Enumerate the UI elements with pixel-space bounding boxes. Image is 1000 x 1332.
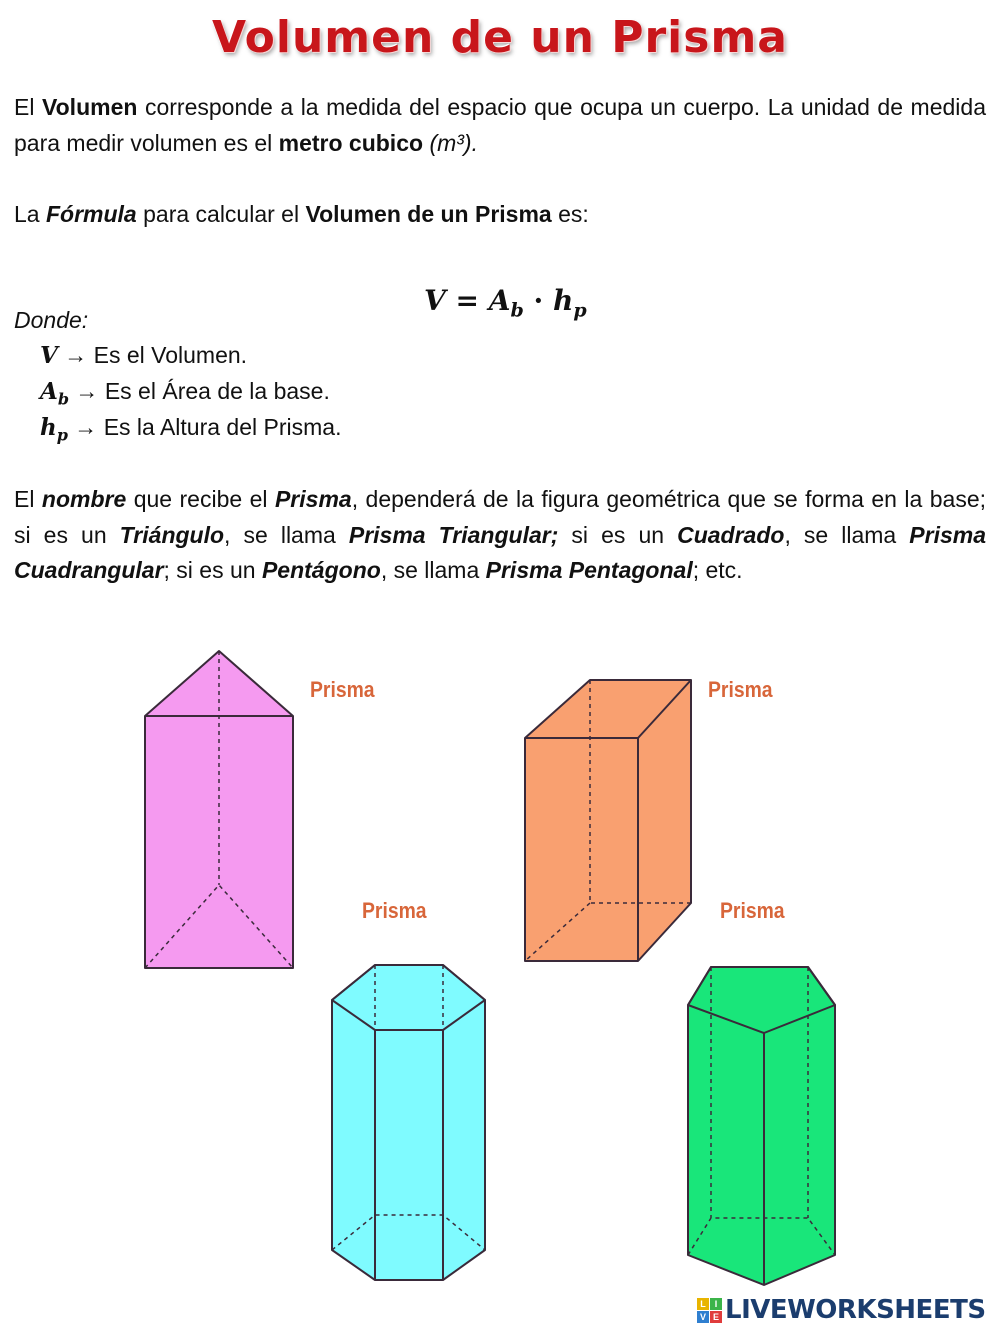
- text: La: [14, 201, 46, 227]
- bold-italic-text: Cuadrado: [677, 521, 785, 548]
- hexagonal-prism: [332, 965, 485, 1280]
- prism-label-hexagonal: Prisma: [362, 898, 427, 923]
- text: El: [14, 94, 42, 120]
- definition-text: → Es el Volumen.: [57, 342, 248, 368]
- logo-cube-icon: [697, 1298, 722, 1323]
- definition-text: → Es la Altura del Prisma.: [67, 414, 342, 440]
- definition-text: → Es el Área de la base.: [69, 378, 330, 404]
- prism-label-pentagonal: Prisma: [720, 898, 785, 923]
- bold-italic-text: Pentágono: [261, 557, 381, 583]
- text: que recibe el: [126, 486, 275, 512]
- formula-v: V: [424, 284, 446, 317]
- bold-italic-text: nombre: [41, 486, 127, 512]
- text: corresponde a la medida del espacio que ocupa un cuerpo. La unidad de medida para medir volumen es el: [14, 94, 986, 156]
- bold-text: Volumen: [42, 94, 138, 120]
- formula-h: h: [552, 284, 574, 317]
- logo-text: LIVEWORKSHEETS: [725, 1295, 986, 1325]
- text: si es un: [558, 521, 678, 548]
- liveworksheets-logo: [697, 1295, 986, 1325]
- text: , dependerá de la figura geométrica que se forma en la base; si es un: [14, 486, 986, 548]
- formula-dot: ·: [523, 284, 553, 317]
- formula-eq: =: [445, 284, 489, 317]
- cube-letter: E: [710, 1311, 722, 1323]
- text: ; si es un: [163, 557, 262, 583]
- bold-italic-text: Prisma Cuadrangular: [14, 521, 986, 583]
- triangular-prism: [145, 651, 293, 968]
- text: es:: [551, 201, 589, 227]
- symbol-sub: b: [57, 389, 70, 409]
- bold-italic-text: Prisma Triangular;: [348, 521, 559, 548]
- cube-letter: I: [710, 1298, 722, 1310]
- bold-italic-text: Prisma: [274, 486, 352, 512]
- cube-letter: V: [697, 1311, 709, 1323]
- bold-italic-text: Triángulo: [119, 521, 225, 548]
- bold-text: Volumen de un Prisma: [305, 201, 552, 227]
- text: para calcular el: [136, 201, 306, 227]
- symbol: V: [40, 342, 58, 369]
- bold-italic-text: Fórmula: [45, 201, 137, 227]
- bold-text: metro cubico: [278, 129, 424, 156]
- donde-label: Donde:: [14, 307, 89, 333]
- rectangular-prism: [525, 680, 691, 961]
- symbol: A: [40, 378, 58, 405]
- text: , se llama: [380, 557, 486, 583]
- cube-letter: L: [697, 1298, 709, 1310]
- text: , se llama: [224, 521, 349, 548]
- formula-a: A: [488, 284, 511, 317]
- text: , se llama: [784, 521, 910, 548]
- page-title: Volumen de un Prisma: [212, 12, 788, 63]
- formula-h-sub: p: [573, 299, 587, 322]
- prism-label-rectangular: Prisma: [708, 677, 773, 702]
- bold-italic-text: Prisma Pentagonal: [485, 557, 693, 583]
- formula-a-sub: b: [510, 299, 524, 322]
- text: ; etc.: [692, 557, 743, 583]
- text: El: [14, 486, 42, 512]
- prism-label-triangular: Prisma: [310, 677, 375, 702]
- symbol: h: [40, 414, 57, 441]
- pentagonal-prism: [688, 967, 835, 1285]
- unit-text: (m³).: [429, 129, 478, 156]
- symbol-sub: p: [56, 425, 68, 445]
